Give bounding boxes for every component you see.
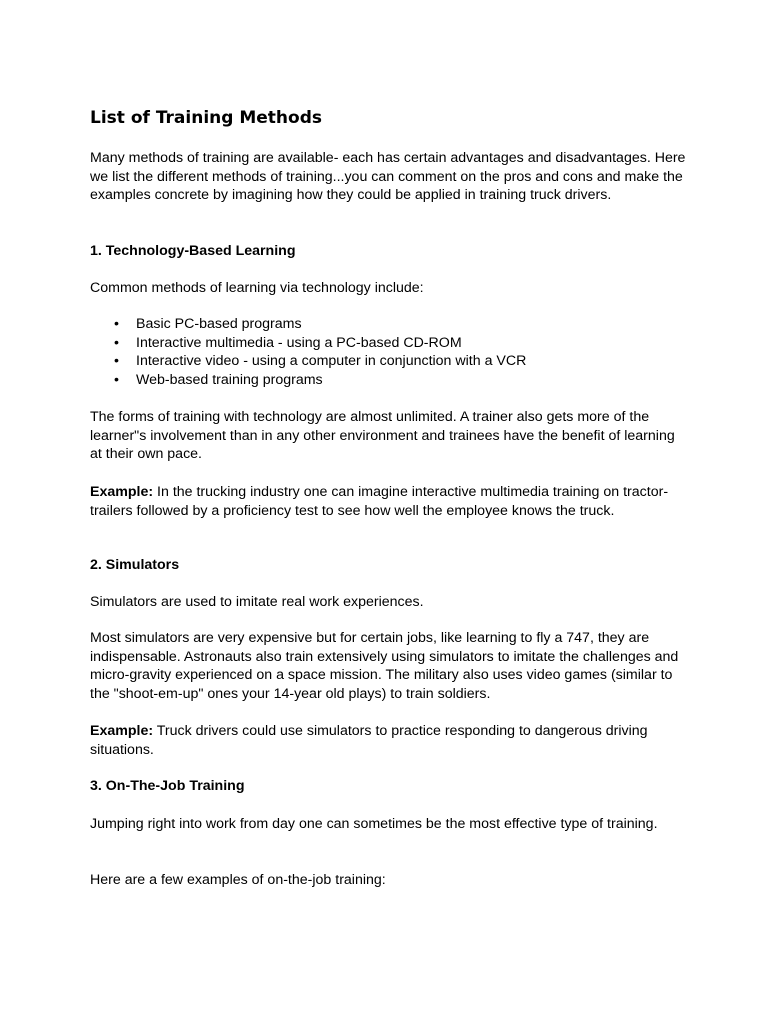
section-lead-technology: Common methods of learning via technology include: <box>90 280 424 296</box>
section-heading-on-the-job: 3. On-The-Job Training <box>90 778 245 794</box>
list-item-text: Basic PC-based programs <box>136 316 302 332</box>
section-lead-simulators: Simulators are used to imitate real work experiences. <box>90 594 424 610</box>
list-item-text: Interactive video - using a computer in conjunction with a VCR <box>136 353 527 370</box>
list-item <box>90 315 526 334</box>
bullet-icon: • <box>114 334 119 351</box>
bullet-icon: • <box>114 371 119 388</box>
bullet-icon: • <box>114 316 119 332</box>
list-item <box>90 334 526 353</box>
example-text: In the trucking industry one can imagine interactive multimedia training on tractor-trailers followed by a proficiency test to see how well the employee knows the truck. <box>90 484 669 519</box>
technology-methods-list <box>90 315 526 389</box>
list-item <box>90 352 526 371</box>
technology-example-paragraph <box>90 483 690 520</box>
intro-paragraph: Many methods of training are available- each has certain advantages and disadvantages. Here we list the different methods of training...you can comment on the pros and cons and make the examples concrete by imagining how they could be applied in training truck drivers. <box>90 150 686 204</box>
list-item <box>90 371 526 390</box>
list-item-text: Interactive multimedia - using a PC-based CD-ROM <box>136 334 462 351</box>
on-the-job-body-paragraph: Here are a few examples of on-the-job training: <box>90 872 386 888</box>
example-text: Truck drivers could use simulators to practice responding to dangerous driving situations. <box>90 723 648 758</box>
list-item-text: Web-based training programs <box>136 371 323 388</box>
technology-body-paragraph: The forms of training with technology are almost unlimited. A trainer also gets more of the learner"s involvement than in any other environment and trainees have the benefit of learning at their own pace. <box>90 409 675 463</box>
simulators-example-paragraph <box>90 722 690 759</box>
document-title: List of Training Methods <box>90 108 322 128</box>
simulators-body-paragraph: Most simulators are very expensive but for certain jobs, like learning to fly a 747, they are indispensable. Astronauts also train extensively using simulators to imitate the challenges and micro-gravity experienced on a space mission. The military also uses video games (similar to the "shoot-em-up" ones your 14-year old plays) to train soldiers. <box>90 630 679 702</box>
section-lead-on-the-job: Jumping right into work from day one can sometimes be the most effective type of training. <box>90 816 658 832</box>
bullet-icon: • <box>114 353 119 370</box>
example-label: Example: <box>90 723 154 739</box>
section-heading-technology: 1. Technology-Based Learning <box>90 243 296 259</box>
section-heading-simulators: 2. Simulators <box>90 557 180 573</box>
example-label: Example: <box>90 484 154 500</box>
